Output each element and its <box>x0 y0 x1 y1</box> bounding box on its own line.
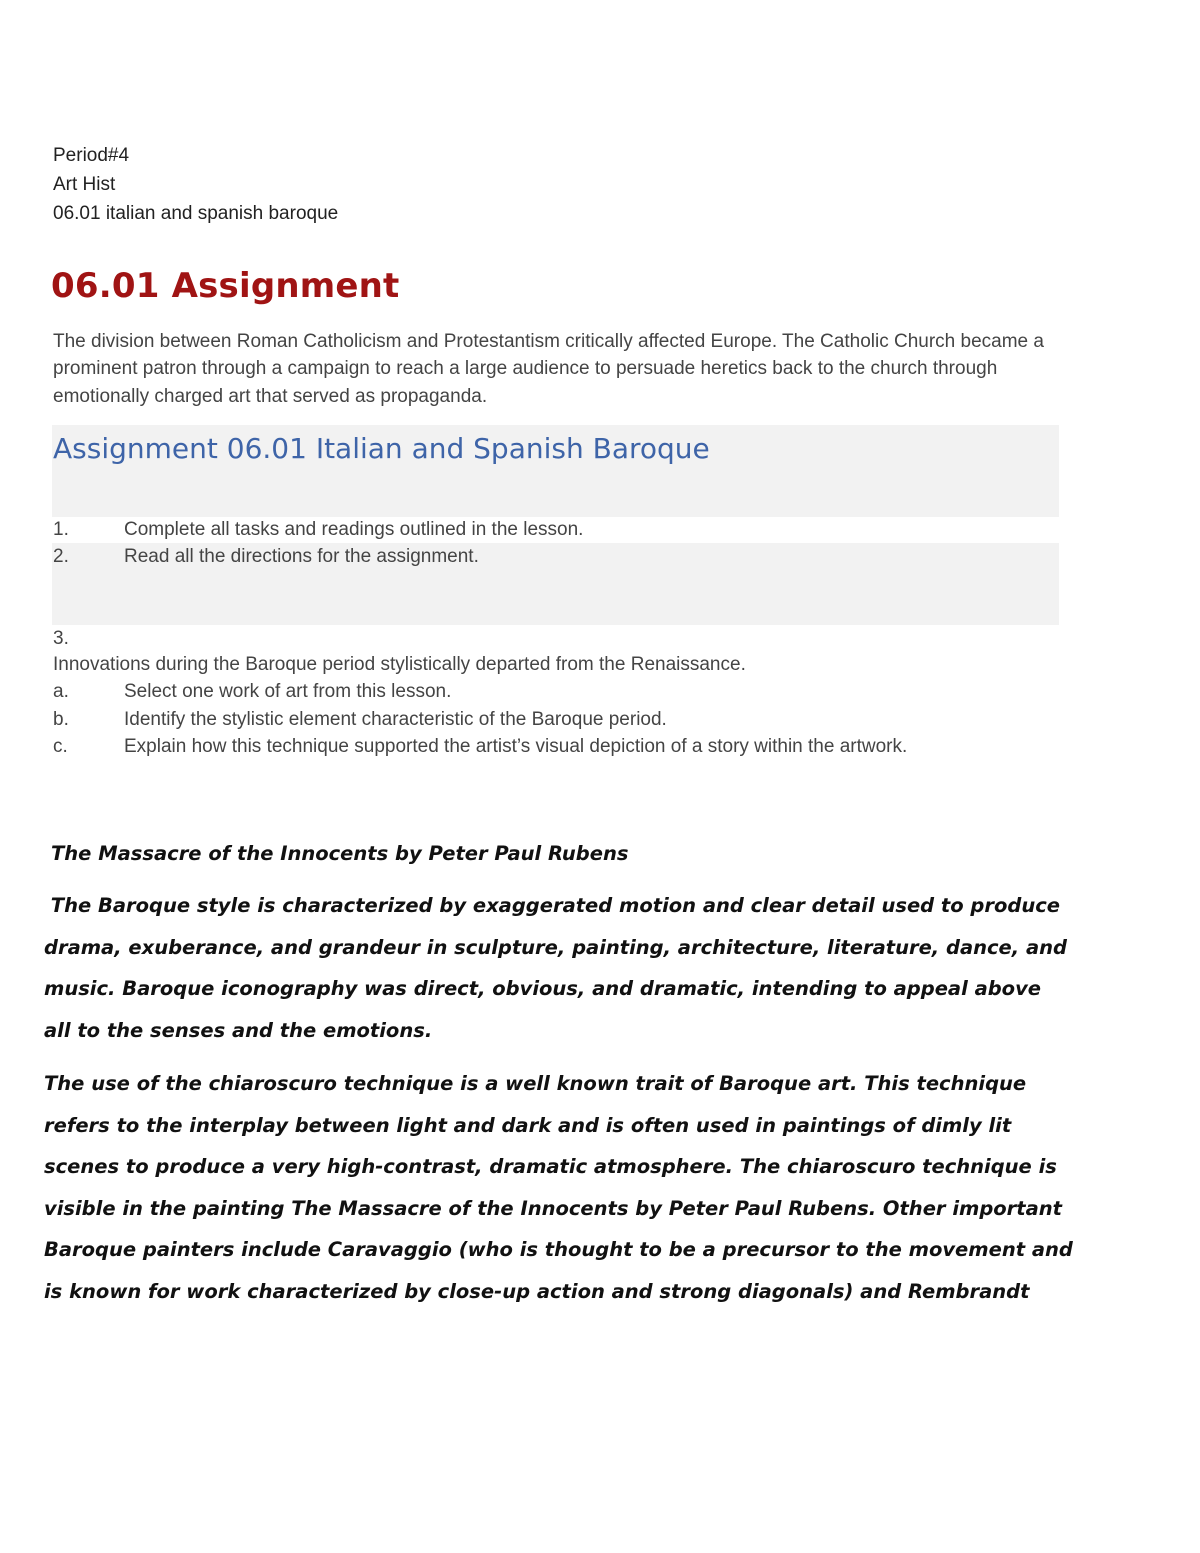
sub-item <box>53 678 451 705</box>
step-item <box>53 543 479 570</box>
assignment-title: 06.01 Assignment <box>51 266 400 306</box>
step-item <box>53 516 583 543</box>
step-number: 2. <box>53 546 69 567</box>
sub-item-text: Select one work of art from this lesson. <box>124 681 452 702</box>
sub-item <box>53 706 667 733</box>
step3-prompt: Innovations during the Baroque period stylistically departed from the Renaissance. <box>53 654 746 675</box>
step-text: Read all the directions for the assignment. <box>124 546 479 567</box>
essay-paragraph: The use of the chiaroscuro technique is a well known trait of Baroque art. This technique refers to the interplay between light and dark and is often used in paintings of dimly lit scenes to produce a very high-contrast, dramatic atmosphere. The chiaroscuro technique is visible in the painting The Massacre of the Innocents by Peter Paul Rubens. Other important Baroque painters include Caravaggio (who is thought to be a precursor to the movement and is known for work characterized by close-up action and strong diagonals) and Rembrandt <box>44 1072 1073 1303</box>
sub-item-letter: c. <box>53 736 68 757</box>
assignment-subtitle: Assignment 06.01 Italian and Spanish Baroque <box>53 432 710 465</box>
step-number: 1. <box>53 519 69 540</box>
essay-title: The Massacre of the Innocents by Peter Paul Rubens <box>51 842 629 865</box>
sub-item-text: Identify the stylistic element characteristic of the Baroque period. <box>124 709 667 730</box>
essay-paragraph: The Baroque style is characterized by exaggerated motion and clear detail used to produce drama, exuberance, and grandeur in sculpture, painting, architecture, literature, dance, and music. Baroque iconography was direct, obvious, and dramatic, intending to appeal above all to the senses and the emotions. <box>44 894 1067 1042</box>
course-label: Art Hist <box>53 174 116 195</box>
step3-number: 3. <box>53 628 69 649</box>
document-header <box>53 141 338 228</box>
sub-item <box>53 733 907 760</box>
assignment-intro: The division between Roman Catholicism and Protestantism critically affected Europe. The Catholic Church became a prominent patron through a campaign to reach a large audience to persuade heretics back to the church through emotionally charged art that served as propaganda. <box>53 331 1044 407</box>
topic-label: 06.01 italian and spanish baroque <box>53 203 339 224</box>
period-label: Period#4 <box>53 145 130 166</box>
sub-item-letter: b. <box>53 709 69 730</box>
sub-item-letter: a. <box>53 681 69 702</box>
sub-item-text: Explain how this technique supported the artist’s visual depiction of a story within the artwork. <box>124 736 908 757</box>
step-text: Complete all tasks and readings outlined in the lesson. <box>124 519 584 540</box>
